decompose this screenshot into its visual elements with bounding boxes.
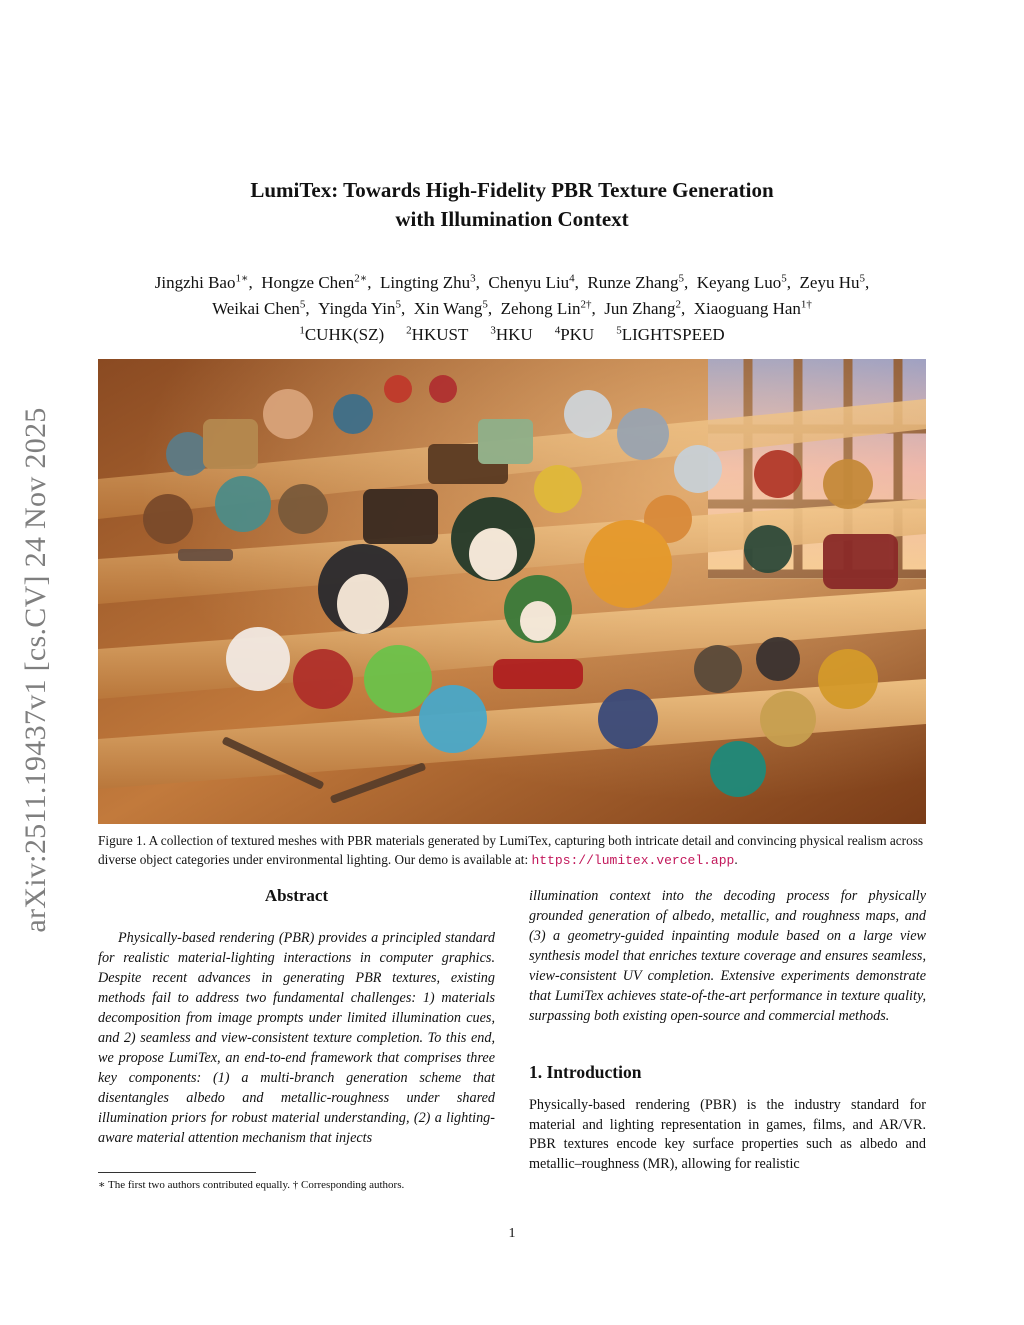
- introduction-text: Physically-based rendering (PBR) is the industry standard for material and lighting representation in games, films, and AR/VR. PBR textures encode key surface properties such as albedo and metallic–roughness (MR), allowing for realistic: [529, 1097, 926, 1172]
- affiliation-mark: 3: [470, 272, 476, 285]
- affiliation-mark: 5: [395, 298, 401, 311]
- authors-line-1: Jingzhi Bao$^{1∗}$, Hongze Chen$^{2∗}$, Lingting Zhu$^3$, Chenyu Liu$^4$, Runze Zhang$^5$, Keyang Luo$^5$, Zeyu Hu$^5$,: [154, 272, 870, 292]
- author-name: Chenyu Liu: [488, 273, 570, 292]
- left-column: [98, 880, 495, 1148]
- author-block: [80, 270, 944, 348]
- author-name: Lingting Zhu: [379, 273, 471, 292]
- footnote: ∗ The first two authors contributed equally. † Corresponding authors.: [98, 1179, 405, 1191]
- teaser-illustration: [98, 359, 926, 824]
- affiliation-name: HKUST: [411, 325, 469, 344]
- affiliation-mark: 3: [490, 324, 496, 337]
- affiliation-item: [555, 325, 595, 344]
- affiliation-mark: 2∗: [354, 272, 368, 285]
- author-name: Jingzhi Bao: [154, 273, 236, 292]
- author-name: Xin Wang: [413, 299, 483, 318]
- abstract-text-left: Physically-based rendering (PBR) provides a principled standard for realistic material-lighting interactions in computer graphics. Despite recent advances in generating PBR textures, existing methods fail to address two fundamental challenges: 1) materials decomposition from image prompts under limited illumination cues, and 2) seamless and view-consistent texture completion. To this end, we propose LumiTex, an end-to-end framework that comprises three key components: (1) a multi-branch generation scheme that disentangles albedo and metallic-roughness under shared illumination priors for robust material understanding, (2) a lighting-aware material attention mechanism that injects: [98, 930, 495, 1146]
- affiliation-item: [299, 325, 384, 344]
- author-name: Xiaoguang Han: [693, 299, 801, 318]
- author-name: Zehong Lin: [500, 299, 581, 318]
- paper-title: [130, 176, 894, 234]
- affiliation-mark: 1: [299, 324, 305, 337]
- arxiv-identifier: arXiv:2511.19437v1 [cs.CV] 24 Nov 2025: [19, 407, 52, 933]
- author-name: Keyang Luo: [696, 273, 782, 292]
- affiliation-name: PKU: [560, 325, 595, 344]
- affiliation-name: LIGHTSPEED: [621, 325, 725, 344]
- affiliation-mark: 5: [678, 272, 685, 285]
- affiliation-mark: 2: [406, 324, 412, 337]
- author-name: Weikai Chen: [212, 299, 300, 318]
- abstract-text-right: illumination context into the decoding process for physically grounded generation of albedo, metallic, and roughness maps, and (3) a geometry-guided inpainting module based on a large view synthesis model that enriches texture coverage and ensures seamless, view-consistent UV completion. Extensive experiments demonstrate that LumiTex achieves state-of-the-art performance in texture quality, surpassing both existing open-source and commercial methods.: [529, 888, 926, 1024]
- affiliation-mark: 4: [554, 324, 561, 337]
- affiliation-mark: 5: [859, 272, 866, 285]
- demo-link[interactable]: https://lumitex.vercel.app: [531, 853, 735, 868]
- caption-text: Figure 1. A collection of textured meshes with PBR materials generated by LumiTex, capturing both intricate detail and convincing physical realism across diverse object categories under environmental lighting. Our demo is available at:: [98, 833, 924, 867]
- affiliation-mark: 2†: [580, 298, 592, 311]
- title-line-1: LumiTex: Towards High-Fidelity PBR Texture Generation: [250, 178, 774, 202]
- affiliation-name: HKU: [495, 325, 533, 344]
- arxiv-sidebar: [6, 360, 66, 980]
- figure-caption: [98, 831, 928, 870]
- author-name: Jun Zhang: [604, 299, 676, 318]
- author-name: Runze Zhang: [587, 273, 679, 292]
- authors-line-2: Weikai Chen$^5$, Yingda Yin$^5$, Xin Wang$^5$, Zehong Lin$^{2\dagger}$, Jun Zhang$^2$, Xiaoguang Han$^{1\dagger}$: [212, 298, 812, 318]
- affiliation-mark: 1†: [800, 298, 812, 311]
- affiliation-mark: 5: [299, 298, 306, 311]
- affiliation-mark: 2: [675, 298, 681, 311]
- author-name: Hongze Chen: [261, 273, 355, 292]
- affiliation-item: [616, 325, 724, 344]
- author-name: Yingda Yin: [318, 299, 396, 318]
- affiliations-line: [80, 322, 944, 348]
- affiliation-mark: 5: [781, 272, 787, 285]
- affiliation-mark: 5: [482, 298, 488, 311]
- affiliation-mark: 4: [569, 272, 575, 285]
- affiliation-mark: 1∗: [235, 272, 249, 285]
- author-name: Zeyu Hu: [799, 273, 860, 292]
- page-number: 1: [508, 1226, 516, 1241]
- affiliation-item: [490, 325, 532, 344]
- introduction-heading: 1. Introduction: [529, 1062, 642, 1082]
- affiliation-mark: 5: [616, 324, 622, 337]
- abstract-heading: Abstract: [264, 886, 329, 905]
- affiliation-name: CUHK(SZ): [304, 325, 385, 344]
- footnote-rule: [98, 1172, 256, 1173]
- right-column: [529, 880, 926, 1189]
- title-line-2: with Illumination Context: [395, 207, 629, 231]
- affiliation-item: [406, 325, 468, 344]
- caption-end: .: [734, 852, 738, 867]
- teaser-figure: [98, 359, 926, 824]
